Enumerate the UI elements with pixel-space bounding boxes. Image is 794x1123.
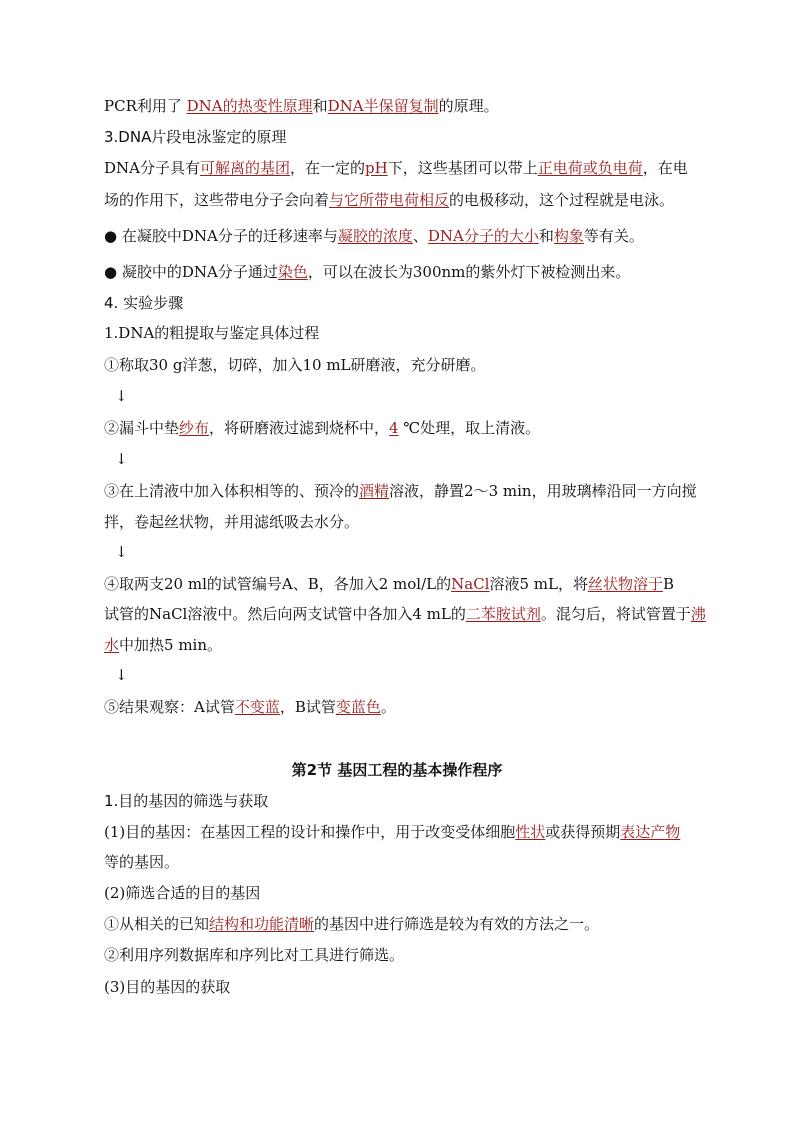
down-arrow-icon: ↓ xyxy=(115,450,128,468)
paragraph-line: (1)目的基因：在基因工程的设计和操作中，用于改变受体细胞性状或获得预期表达产物 xyxy=(104,823,681,841)
step-5: ⑤结果观察：A试管不变蓝，B试管变蓝色。 xyxy=(104,698,396,716)
subheading: 1.DNA的粗提取与鉴定具体过程 xyxy=(104,324,320,342)
pcr-principle-line: PCR利用了 DNA的热变性原理和DNA半保留复制的原理。 xyxy=(104,97,499,115)
list-item: ②利用序列数据库和序列比对工具进行筛选。 xyxy=(104,946,405,964)
paragraph-line: DNA分子具有可解离的基团，在一定的pH下，这些基团可以带上正电荷或负电荷，在电 xyxy=(104,159,688,177)
step-4-continued: 试管的NaCl溶液中。然后向两支试管中各加入4 mL的二苯胺试剂。混匀后，将试管置于沸 xyxy=(104,605,706,623)
step-4: ④取两支20 ml的试管编号A、B，各加入2 mol/L的NaCl溶液5 mL，将丝状物溶于B xyxy=(104,575,675,593)
bullet-item: ● 在凝胶中DNA分子的迁移速率与凝胶的浓度、DNA分子的大小和构象等有关。 xyxy=(104,227,644,245)
step-4-continued: 水中加热5 min。 xyxy=(104,636,223,654)
step-3-continued: 拌，卷起丝状物，并用滤纸吸去水分。 xyxy=(104,513,360,531)
section-heading-electrophoresis: 3.DNA片段电泳鉴定的原理 xyxy=(104,128,287,146)
section-title: 第2节 基因工程的基本操作程序 xyxy=(291,761,503,779)
subheading: (3)目的基因的获取 xyxy=(104,978,231,996)
subheading: (2)筛选合适的目的基因 xyxy=(104,884,261,902)
paragraph-line: 等的基因。 xyxy=(104,853,180,871)
bullet-item: ● 凝胶中的DNA分子通过染色，可以在波长为300nm的紫外灯下被检测出来。 xyxy=(104,263,631,281)
step-2: ②漏斗中垫纱布，将研磨液过滤到烧杯中，4 ℃处理，取上清液。 xyxy=(104,419,541,437)
paragraph-line: 场的作用下，这些带电分子会向着与它所带电荷相反的电极移动，这个过程就是电泳。 xyxy=(104,191,675,209)
down-arrow-icon: ↓ xyxy=(115,387,128,405)
step-3: ③在上清液中加入体积相等的、预冷的酒精溶液，静置2～3 min，用玻璃棒沿同一方向搅 xyxy=(104,482,697,500)
list-item: ①从相关的已知结构和功能清晰的基因中进行筛选是较为有效的方法之一。 xyxy=(104,915,600,933)
subheading: 1.目的基因的筛选与获取 xyxy=(104,792,269,810)
step-1: ①称取30 g洋葱，切碎，加入10 mL研磨液，充分研磨。 xyxy=(104,356,486,374)
section-heading-steps: 4. 实验步骤 xyxy=(104,294,184,312)
down-arrow-icon: ↓ xyxy=(115,666,128,684)
down-arrow-icon: ↓ xyxy=(115,543,128,561)
